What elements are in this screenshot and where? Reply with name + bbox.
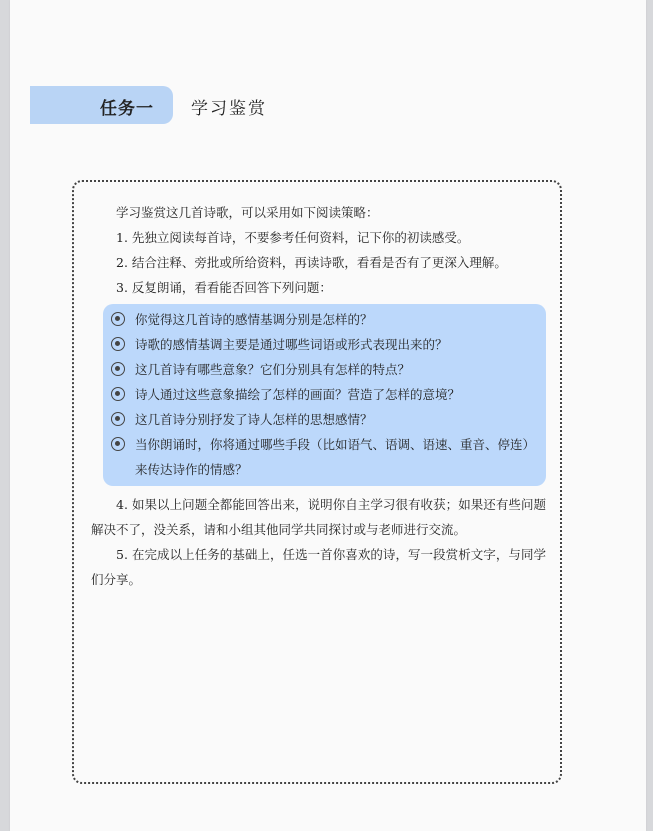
question-item: [111, 407, 538, 432]
question-text: 这几首诗分别抒发了诗人怎样的思想感情？: [135, 412, 373, 427]
question-text: 诗歌的感情基调主要是通过哪些词语或形式表现出来的？: [135, 337, 448, 352]
circle-bullet-icon: [111, 337, 125, 351]
step-3: 3. 反复朗诵，看看能否回答下列问题：: [116, 280, 332, 295]
step-5: 5. 在完成以上任务的基础上，任选一首你喜欢的诗，写一段赏析文字，与同学们分享。: [91, 547, 546, 587]
intro-paragraph: 学习鉴赏这几首诗歌，可以采用如下阅读策略：: [116, 205, 379, 220]
circle-bullet-icon: [111, 362, 125, 376]
task-title: 学习鉴赏: [191, 99, 267, 119]
circle-bullet-icon: [111, 387, 125, 401]
reading-strategy-content: [91, 200, 546, 592]
step-4: 4. 如果以上问题全都能回答出来，说明你自主学习很有收获；如果还有些问题解决不了，没关系，请和小组其他同学共同探讨或与老师进行交流。: [91, 497, 546, 537]
question-item: [111, 382, 538, 407]
question-text: 你觉得这几首诗的感情基调分别是怎样的？: [135, 312, 373, 327]
task-label: 任务一: [100, 99, 154, 119]
step-2: 2. 结合注释、旁批或所给资料，再读诗歌，看看是否有了更深入理解。: [116, 255, 507, 270]
question-item: [111, 432, 538, 482]
circle-bullet-icon: [111, 312, 125, 326]
question-text: 当你朗诵时，你将通过哪些手段（比如语气、语调、语速、重音、停连）来传达诗作的情感？: [135, 437, 536, 477]
step-1: 1. 先独立阅读每首诗，不要参考任何资料，记下你的初读感受。: [116, 230, 470, 245]
question-text: 这几首诗有哪些意象？它们分别具有怎样的特点？: [135, 362, 411, 377]
circle-bullet-icon: [111, 437, 125, 451]
question-item: [111, 307, 538, 332]
question-item: [111, 332, 538, 357]
question-item: [111, 357, 538, 382]
circle-bullet-icon: [111, 412, 125, 426]
question-text: 诗人通过这些意象描绘了怎样的画面？营造了怎样的意境？: [135, 387, 461, 402]
question-box: [103, 304, 546, 486]
